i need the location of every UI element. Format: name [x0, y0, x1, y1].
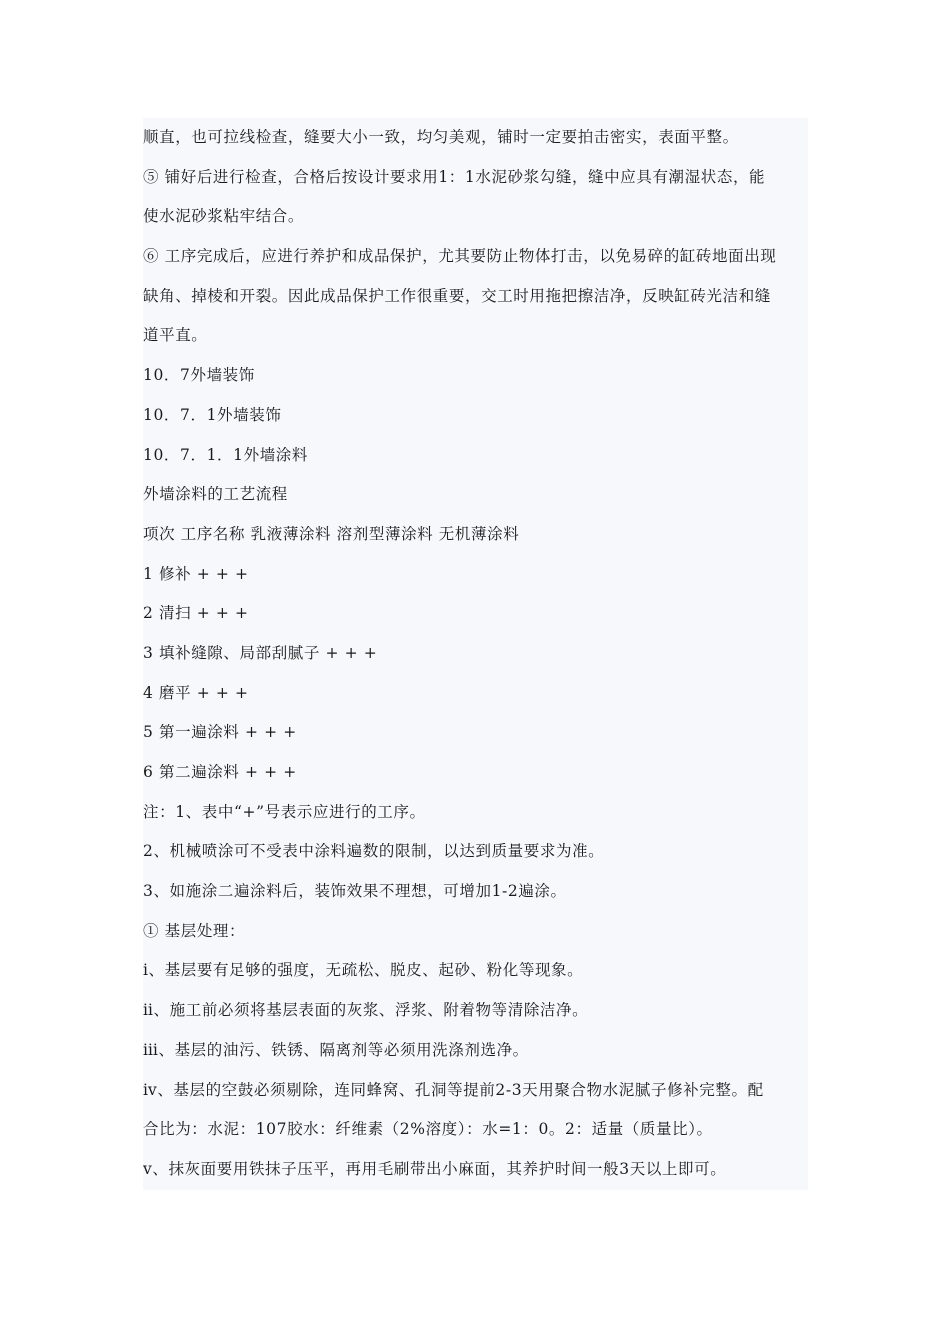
text-line: 使水泥砂浆粘牢结合。	[143, 207, 305, 226]
list-item: ⅴ、抹灰面要用铁抹子压平，再用毛刷带出小麻面，其养护时间一般3天以上即可。	[143, 1159, 727, 1178]
process-table-row: 2 清扫 + + +	[143, 604, 249, 623]
note-line: 2、机械喷涂可不受表中涂料遍数的限制，以达到质量要求为准。	[143, 842, 605, 861]
note-line: 注：1、表中“+”号表示应进行的工序。	[143, 802, 426, 821]
process-table-row: 4 磨平 + + +	[143, 683, 249, 702]
section-heading: 10．7外墙装饰	[143, 366, 255, 385]
text-line: 顺直，也可拉线检查，缝要大小一致，均匀美观，铺时一定要拍击密实，表面平整。	[143, 128, 739, 146]
process-title: 外墙涂料的工艺流程	[143, 485, 288, 504]
text-line: 缺角、掉棱和开裂。因此成品保护工作很重要，交工时用拖把擦洁净，反映缸砖光洁和缝	[143, 286, 771, 305]
list-item-continuation: 合比为：水泥：107胶水：纤维素（2%溶度）：水=1：0。2：适量（质量比）。	[143, 1120, 713, 1139]
text-line: ⑤ 铺好后进行检查，合格后按设计要求用1：1水泥砂浆勾缝，缝中应具有潮湿状态，能	[143, 167, 766, 186]
process-table-row: 3 填补缝隙、局部刮腻子 + + +	[143, 643, 378, 662]
note-line: 3、如施涂二遍涂料后，装饰效果不理想，可增加1-2遍涂。	[143, 882, 567, 901]
process-table-row: 1 修补 + + +	[143, 564, 249, 583]
section-heading: 10．7．1外墙装饰	[143, 405, 282, 424]
list-item: ⅳ、基层的空鼓必须剔除，连同蜂窝、孔洞等提前2-3天用聚合物水泥腻子修补完整。配	[143, 1080, 764, 1099]
text-line: 道平直。	[143, 326, 208, 345]
process-table-row: 5 第一遍涂料 + + +	[143, 723, 297, 742]
process-table-header: 项次 工序名称 乳液薄涂料 溶剂型薄涂料 无机薄涂料	[143, 524, 520, 543]
document-body	[143, 118, 808, 1190]
list-item: ⅰ、基层要有足够的强度，无疏松、脱皮、起砂、粉化等现象。	[143, 961, 584, 980]
process-table-row: 6 第二遍涂料 + + +	[143, 763, 297, 781]
list-item: ⅱ、施工前必须将基层表面的灰浆、浮浆、附着物等清除洁净。	[143, 1001, 589, 1020]
text-line: ⑥ 工序完成后，应进行养护和成品保护，尤其要防止物体打击，以免易碎的缸砖地面出现	[143, 247, 777, 266]
list-item: ⅲ、基层的油污、铁锈、隔离剂等必须用洗涤剂选净。	[143, 1040, 529, 1059]
section-heading: 10．7．1．1外墙涂料	[143, 445, 309, 464]
subsection-heading: ① 基层处理：	[143, 921, 246, 940]
